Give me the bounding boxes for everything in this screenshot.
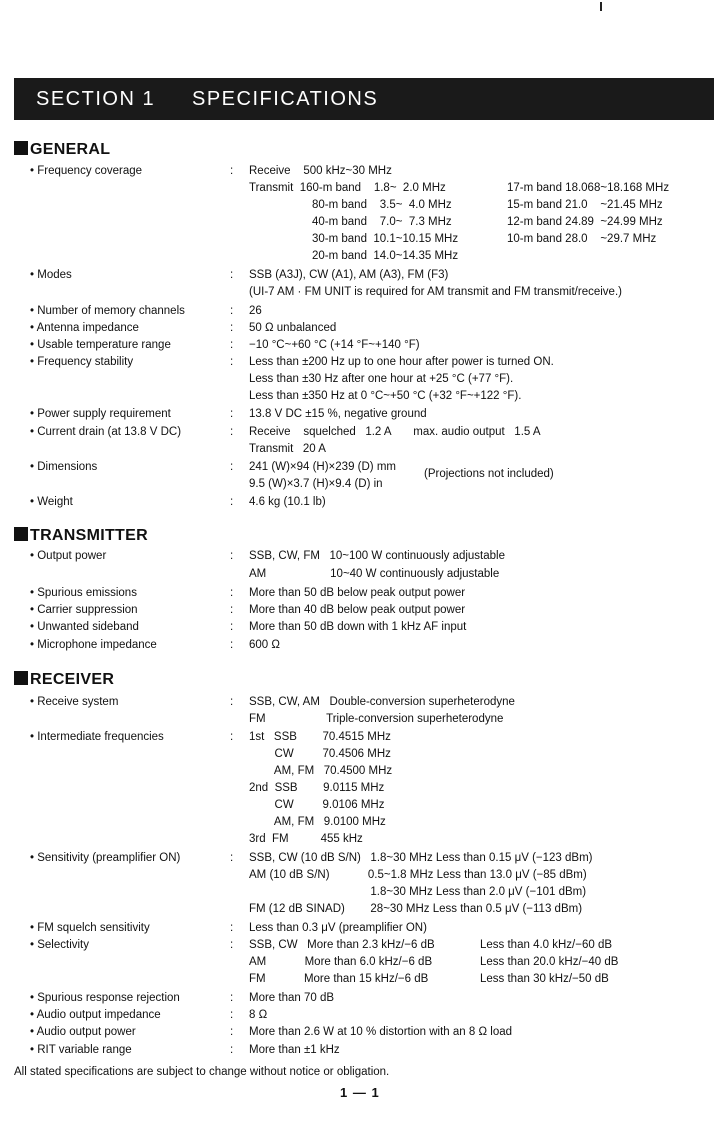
- spec-value: 4.6 kg (10.1 lb): [249, 496, 326, 508]
- spec-value: Less than 30 kHz/−50 dB: [480, 973, 609, 985]
- spec-label: • Output power: [30, 548, 106, 565]
- spec-value: 600 Ω: [249, 639, 280, 651]
- spec-value: Less than ±200 Hz up to one hour after power is turned ON.: [249, 356, 554, 368]
- spec-value: Receive squelched 1.2 A max. audio output 1.5 A: [249, 426, 541, 438]
- spec-value: SSB, CW More than 2.3 kHz/−6 dB: [249, 939, 435, 951]
- spec-label: • Spurious response rejection: [30, 990, 180, 1007]
- spec-value: 2nd SSB 9.0115 MHz: [249, 782, 385, 794]
- spec-value: 80-m band 3.5~ 4.0 MHz: [312, 199, 452, 211]
- spec-value: 50 Ω unbalanced: [249, 322, 337, 334]
- spec-value: CW 9.0106 MHz: [249, 799, 385, 811]
- spec-label: • Antenna impedance: [30, 320, 139, 337]
- spec-label: • Frequency stability: [30, 354, 133, 371]
- spec-label: • Unwanted sideband: [30, 619, 139, 636]
- spec-label: • Sensitivity (preamplifier ON): [30, 850, 180, 867]
- footer-note: All stated specifications are subject to change without notice or obligation.: [14, 1066, 390, 1078]
- spec-value: AM (10 dB S/N) 0.5~1.8 MHz Less than 13.0 μV (−85 dBm): [249, 869, 587, 881]
- spec-value: SSB, CW, FM 10~100 W continuously adjustable: [249, 550, 505, 562]
- spec-value: 1.8~30 MHz Less than 2.0 μV (−101 dBm): [249, 886, 587, 898]
- transmitter-heading: TRANSMITTER: [14, 527, 148, 545]
- spec-value: Less than 20.0 kHz/−40 dB: [480, 956, 619, 968]
- spec-label: • Microphone impedance: [30, 637, 157, 654]
- spec-value: More than 2.6 W at 10 % distortion with an 8 Ω load: [249, 1026, 513, 1038]
- spec-value: AM, FM 9.0100 MHz: [249, 816, 386, 828]
- spec-label: • Spurious emissions: [30, 585, 137, 602]
- spec-value: 8 Ω: [249, 1009, 268, 1021]
- spec-value: 20-m band 14.0~14.35 MHz: [312, 250, 459, 262]
- spec-value: 40-m band 7.0~ 7.3 MHz: [312, 216, 452, 228]
- spec-value: Less than 0.3 μV (preamplifier ON): [249, 922, 427, 934]
- spec-value: 3rd FM 455 kHz: [249, 833, 363, 845]
- spec-value: More than 40 dB below peak output power: [249, 604, 466, 616]
- spec-value: 241 (W)×94 (H)×239 (D) mm: [249, 461, 396, 473]
- spec-value: Less than 4.0 kHz/−60 dB: [480, 939, 613, 951]
- spec-label: • Frequency coverage: [30, 163, 142, 180]
- spec-label: • Carrier suppression: [30, 602, 138, 619]
- square-bullet-icon: [14, 141, 28, 155]
- section-banner: [14, 78, 714, 120]
- spec-label: • Modes: [30, 267, 72, 284]
- spec-value: 1st SSB 70.4515 MHz: [249, 731, 391, 743]
- spec-value: (UI-7 AM · FM UNIT is required for AM transmit and FM transmit/receive.): [249, 286, 622, 298]
- spec-label: • Audio output impedance: [30, 1007, 161, 1024]
- section-title: SPECIFICATIONS: [192, 88, 379, 110]
- spec-label: • Current drain (at 13.8 V DC): [30, 424, 181, 441]
- spec-value: Less than ±350 Hz at 0 °C~+50 °C (+32 °F~+122 °F).: [249, 390, 522, 402]
- spec-value: −10 °C~+60 °C (+14 °F~+140 °F): [249, 339, 420, 351]
- spec-value: AM More than 6.0 kHz/−6 dB: [249, 956, 433, 968]
- spec-value: 10-m band 28.0 ~29.7 MHz: [507, 233, 657, 245]
- spec-value: 26: [249, 305, 262, 317]
- scan-mark: [600, 2, 602, 11]
- spec-label: • Intermediate frequencies: [30, 729, 164, 746]
- spec-value: Less than ±30 Hz after one hour at +25 °C (+77 °F).: [249, 373, 514, 385]
- square-bullet-icon: [14, 671, 28, 685]
- receiver-heading: RECEIVER: [14, 671, 114, 689]
- spec-label: • Selectivity: [30, 937, 89, 954]
- spec-value: More than ±1 kHz: [249, 1044, 340, 1056]
- spec-label: • Power supply requirement: [30, 406, 171, 423]
- spec-label: • Usable temperature range: [30, 337, 171, 354]
- spec-label: • Audio output power: [30, 1024, 136, 1041]
- spec-value: More than 70 dB: [249, 992, 335, 1004]
- spec-label: • RIT variable range: [30, 1042, 132, 1059]
- spec-value: 17-m band 18.068~18.168 MHz: [507, 182, 670, 194]
- spec-value: 13.8 V DC ±15 %, negative ground: [249, 408, 427, 420]
- spec-value: AM, FM 70.4500 MHz: [249, 765, 393, 777]
- spec-value: AM 10~40 W continuously adjustable: [249, 568, 500, 580]
- spec-value: Transmit 20 A: [249, 443, 326, 455]
- spec-value: More than 50 dB down with 1 kHz AF input: [249, 621, 467, 633]
- spec-value: CW 70.4506 MHz: [249, 748, 391, 760]
- spec-value: SSB, CW (10 dB S/N) 1.8~30 MHz Less than 0.15 μV (−123 dBm): [249, 852, 593, 864]
- spec-value: 15-m band 21.0 ~21.45 MHz: [507, 199, 663, 211]
- page-number: 1 — 1: [340, 1085, 380, 1100]
- spec-note: (Projections not included): [424, 468, 554, 480]
- spec-label: • Weight: [30, 494, 73, 511]
- spec-label: • Number of memory channels: [30, 303, 185, 320]
- spec-value: FM More than 15 kHz/−6 dB: [249, 973, 429, 985]
- spec-value: SSB (A3J), CW (A1), AM (A3), FM (F3): [249, 269, 449, 281]
- general-heading: GENERAL: [14, 141, 110, 159]
- spec-value: FM Triple-conversion superheterodyne: [249, 713, 504, 725]
- spec-value: SSB, CW, AM Double-conversion superheterodyne: [249, 696, 515, 708]
- spec-value: 30-m band 10.1~10.15 MHz: [312, 233, 459, 245]
- spec-label: • Dimensions: [30, 459, 97, 476]
- spec-value: More than 50 dB below peak output power: [249, 587, 466, 599]
- spec-value: Receive 500 kHz~30 MHz: [249, 165, 392, 177]
- spec-value: 9.5 (W)×3.7 (H)×9.4 (D) in: [249, 478, 383, 490]
- spec-label: • Receive system: [30, 694, 118, 711]
- section-number: SECTION 1: [36, 88, 156, 110]
- spec-label: • FM squelch sensitivity: [30, 920, 150, 937]
- spec-value: FM (12 dB SINAD) 28~30 MHz Less than 0.5 μV (−113 dBm): [249, 903, 583, 915]
- spec-value: Transmit 160-m band 1.8~ 2.0 MHz: [249, 182, 446, 194]
- spec-value: 12-m band 24.89 ~24.99 MHz: [507, 216, 663, 228]
- square-bullet-icon: [14, 527, 28, 541]
